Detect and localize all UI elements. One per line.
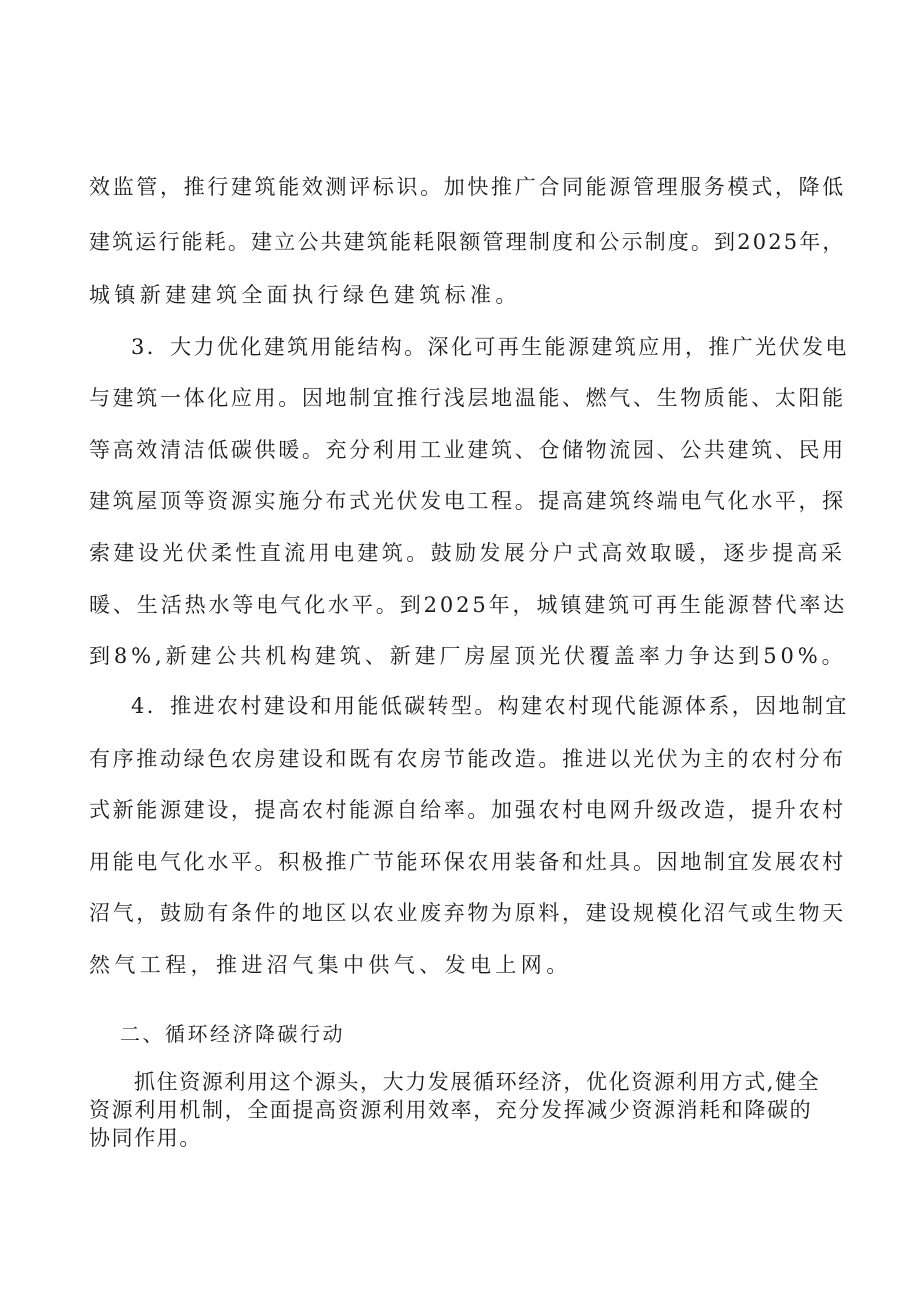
paragraph-line: 沼气，鼓励有条件的地区以农业废弃物为原料，建设规模化沼气或生物天 (89, 901, 846, 925)
paragraph-line: 资源利用机制，全面提高资源利用效率，充分发挥减少资源消耗和降碳的 (89, 1098, 813, 1122)
paragraph-line: 用能电气化水平。积极推广节能环保农用装备和灶具。因地制宜发展农村 (89, 850, 846, 874)
paragraph-line: 暖、生活热水等电气化水平。到2025年，城镇建筑可再生能源替代率达 (89, 593, 848, 617)
paragraph-line: 然气工程，推进沼气集中供气、发电上网。 (89, 953, 572, 977)
intro-first-line: 抓住资源利用这个源头，大力发展循环经济，优化资源利用方式,健全 (134, 1070, 821, 1094)
paragraph-line: 与建筑一体化应用。因地制宜推行浅层地温能、燃气、生物质能、太阳能 (89, 386, 846, 410)
paragraph-line: 建筑运行能耗。建立公共建筑能耗限额管理制度和公示制度。到2025年， (89, 230, 846, 254)
item-4-first-line: 4．推进农村建设和用能低碳转型。构建农村现代能源体系，因地制宜 (131, 694, 849, 718)
paragraph-line: 建筑屋顶等资源实施分布式光伏发电工程。提高建筑终端电气化水平，探 (89, 489, 846, 513)
paragraph-line: 式新能源建设，提高农村能源自给率。加强农村电网升级改造，提升农村 (89, 798, 846, 822)
paragraph-line: 索建设光伏柔性直流用电建筑。鼓励发展分户式高效取暖，逐步提高采 (89, 541, 846, 565)
paragraph-line: 效监管，推行建筑能效测评标识。加快推广合同能源管理服务模式，降低 (89, 175, 846, 199)
item-3-first-line: 3．大力优化建筑用能结构。深化可再生能源建筑应用，推广光伏发电 (131, 335, 849, 359)
section-heading: 二、循环经济降碳行动 (120, 1022, 345, 1046)
paragraph-line: 城镇新建建筑全面执行绿色建筑标准。 (89, 283, 521, 307)
paragraph-line: 协同作用。 (89, 1126, 202, 1150)
paragraph-line: 等高效清洁低碳供暖。充分利用工业建筑、仓储物流园、公共建筑、民用 (89, 438, 846, 462)
paragraph-line: 到8%,新建公共机构建筑、新建厂房屋顶光伏覆盖率力争达到50%。 (89, 644, 847, 668)
paragraph-line: 有序推动绿色农房建设和既有农房节能改造。推进以光伏为主的农村分布 (89, 747, 846, 771)
